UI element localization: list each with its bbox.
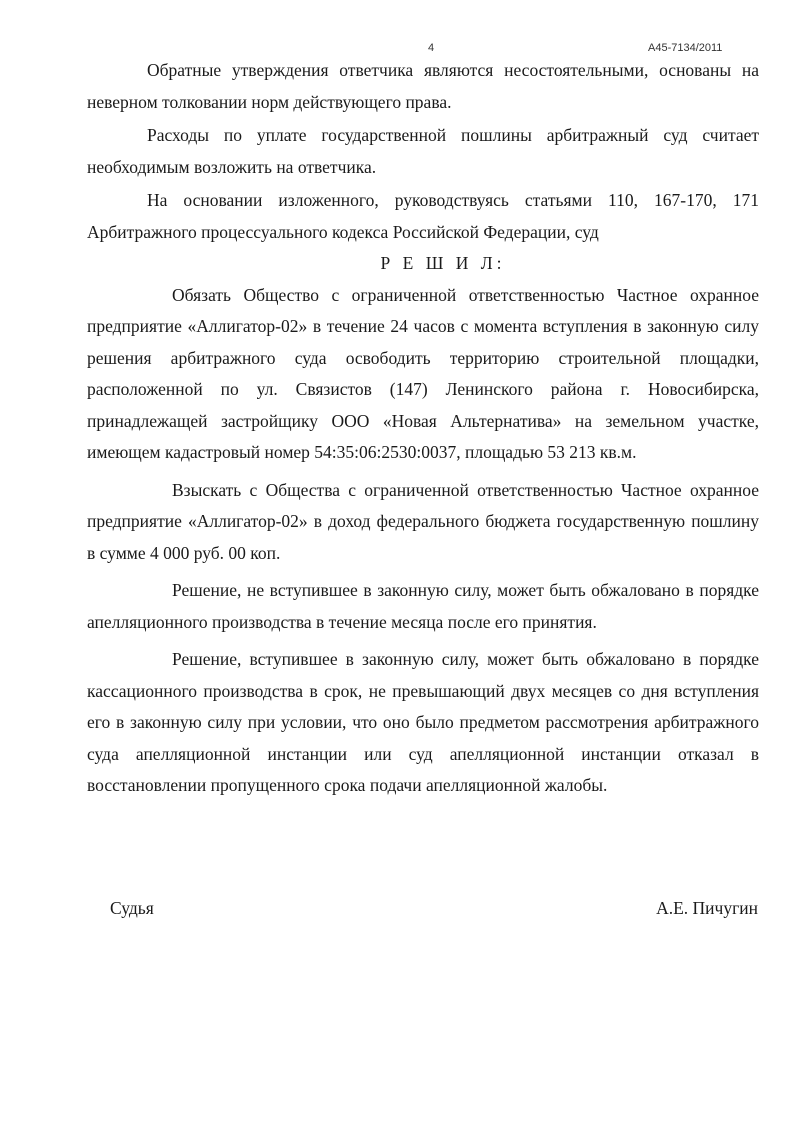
document-body [87,55,759,802]
signature-block [110,898,758,919]
paragraph-cassation: Решение, вступившее в законную силу, может быть обжаловано в порядке кассационного производства в срок, не превышающий двух месяцев со дня вступления его в законную силу при условии, что оно было предметом рассмотрения арбитражного суда апелляционной инстанции или суд апелляционной инстанции отказал в восстановлении пропущенного срока подачи апелляционной жалобы. [87,649,759,795]
paragraph-legal-basis: На основании изложенного, руководствуясь статьями 110, 167-170, 171 Арбитражного процессуального кодекса Российской Федерации, суд [87,190,759,242]
paragraph-court-fees: Расходы по уплате государственной пошлины арбитражный суд считает необходимым возложить на ответчика. [87,125,759,177]
signature-name: А.Е. Пичугин [656,898,758,918]
case-number: А45-7134/2011 [648,42,723,54]
paragraph-recovery: Взыскать с Общества с ограниченной ответственностью Частное охранное предприятие «Аллигатор-02» в доход федерального бюджета государственную пошлину в сумме 4 000 руб. 00 коп. [87,479,759,563]
paragraph-defendant-claims: Обратные утверждения ответчика являются несостоятельными, основаны на неверном толковании норм действующего права. [87,60,759,112]
resolution-heading: Р Е Ш И Л: [380,253,506,273]
signature-title: Судья [110,898,154,918]
paragraph-appeal: Решение, не вступившее в законную силу, может быть обжаловано в порядке апелляционного производства в течение месяца после его принятия. [87,580,759,632]
paragraph-obligation: Обязать Общество с ограниченной ответственностью Частное охранное предприятие «Аллигатор-02» в течение 24 часов с момента вступления в законную силу решения арбитражного суда освободить территорию строительной площадки, расположенной по ул. Связистов (147) Ленинского района г. Новосибирска, принадлежащей застройщику ООО «Новая Альтернатива» на земельном участке, имеющем кадастровый номер 54:35:06:2530:0037, площадью 53 213 кв.м. [87,284,759,462]
page-number: 4 [428,42,435,54]
